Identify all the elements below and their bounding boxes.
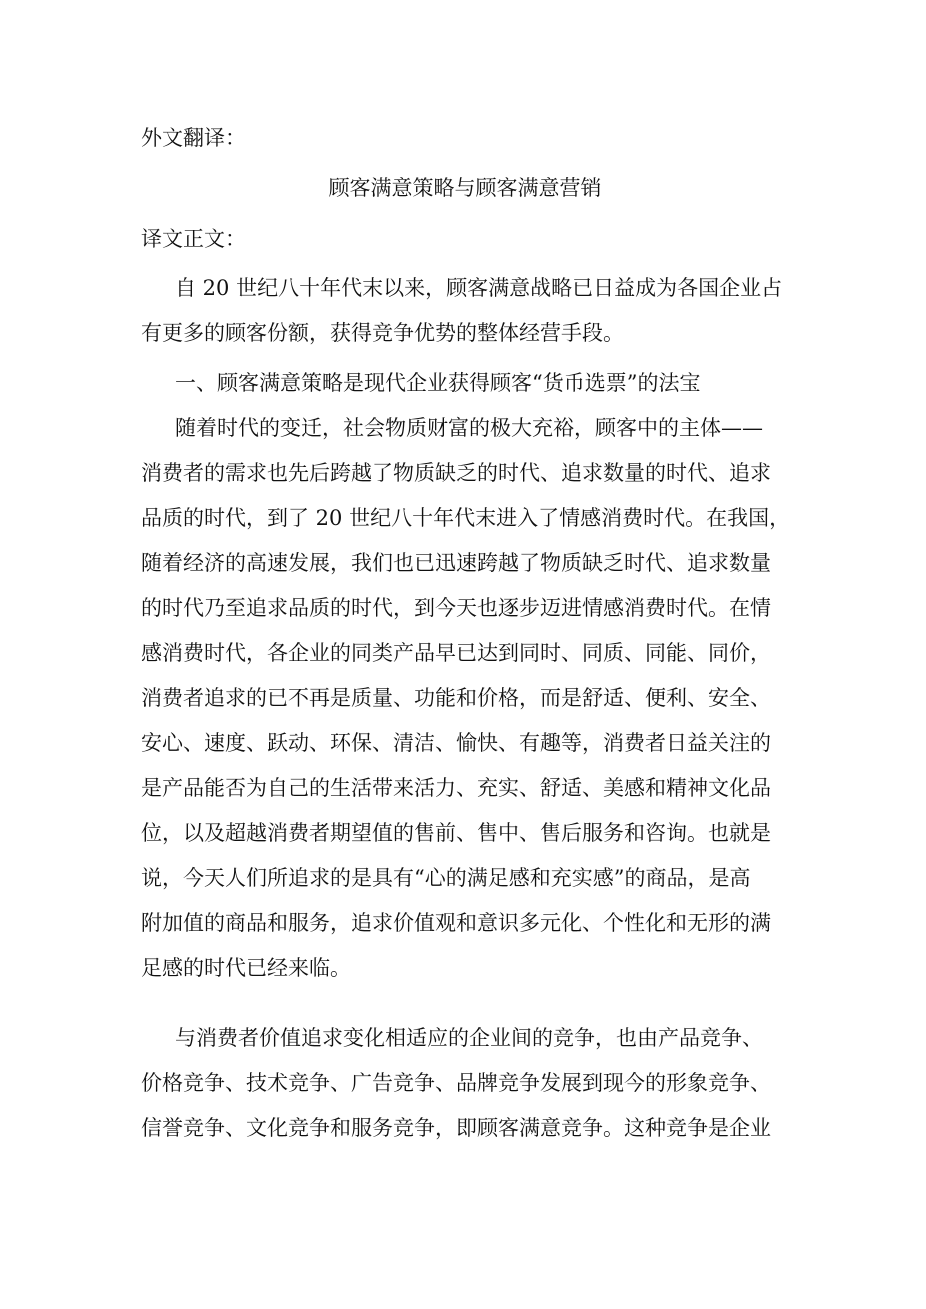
body-paragraph-1 (141, 406, 789, 991)
paragraph-line: 安心、速度、跃动、环保、清洁、愉快、有趣等，消费者日益关注的 (141, 731, 771, 755)
paragraph-line: 与消费者价值追求变化相适应的企业间的竞争，也由产品竞争、 (175, 1026, 763, 1050)
paragraph-line: 信誉竞争、文化竞争和服务竞争，即顾客满意竞争。这种竞争是企业 (141, 1116, 771, 1140)
body-label: 译文正文： (141, 227, 246, 251)
paragraph-line: 足感的时代已经来临。 (141, 956, 351, 980)
intro-line: 自 20 世纪八十年代末以来，顾客满意战略已日益成为各国企业占 (175, 276, 783, 300)
foreign-translation-label: 外文翻译： (141, 126, 246, 150)
paragraph-line: 品质的时代，到了 20 世纪八十年代末进入了情感消费时代。在我国， (141, 506, 791, 530)
paragraph-line: 的时代乃至追求品质的时代，到今天也逐步迈进情感消费时代。在情 (141, 596, 771, 620)
paragraph-line: 说，今天人们所追求的是具有“心的满足感和充实感”的商品，是高 (141, 866, 751, 890)
paragraph-line: 价格竞争、技术竞争、广告竞争、品牌竞争发展到现今的形象竞争、 (141, 1071, 771, 1095)
section-heading-block (141, 361, 789, 406)
paragraph-line: 是产品能否为自己的生活带来活力、充实、舒适、美感和精神文化品 (141, 776, 771, 800)
paragraph-line: 消费者追求的已不再是质量、功能和价格，而是舒适、便利、安全、 (141, 686, 771, 710)
paragraph-line: 附加值的商品和服务，追求价值观和意识多元化、个性化和无形的满 (141, 911, 771, 935)
paragraph-line: 感消费时代，各企业的同类产品早已达到同时、同质、同能、同价， (141, 641, 771, 665)
paragraph-line: 位，以及超越消费者期望值的售前、售中、售后服务和咨询。也就是 (141, 821, 771, 845)
document-title: 顾客满意策略与顾客满意营销 (328, 176, 602, 200)
paragraph-line: 随着经济的高速发展，我们也已迅速跨越了物质缺乏时代、追求数量 (141, 551, 771, 575)
paragraph-line: 随着时代的变迁，社会物质财富的极大充裕，顾客中的主体—— (175, 416, 763, 440)
paragraph-line: 消费者的需求也先后跨越了物质缺乏的时代、追求数量的时代、追求 (141, 461, 771, 485)
body-paragraph-2 (141, 1016, 789, 1151)
intro-paragraph (141, 266, 789, 356)
intro-line: 有更多的顾客份额，获得竞争优势的整体经营手段。 (141, 321, 624, 345)
section-heading: 一、顾客满意策略是现代企业获得顾客“货币选票”的法宝 (175, 371, 701, 395)
